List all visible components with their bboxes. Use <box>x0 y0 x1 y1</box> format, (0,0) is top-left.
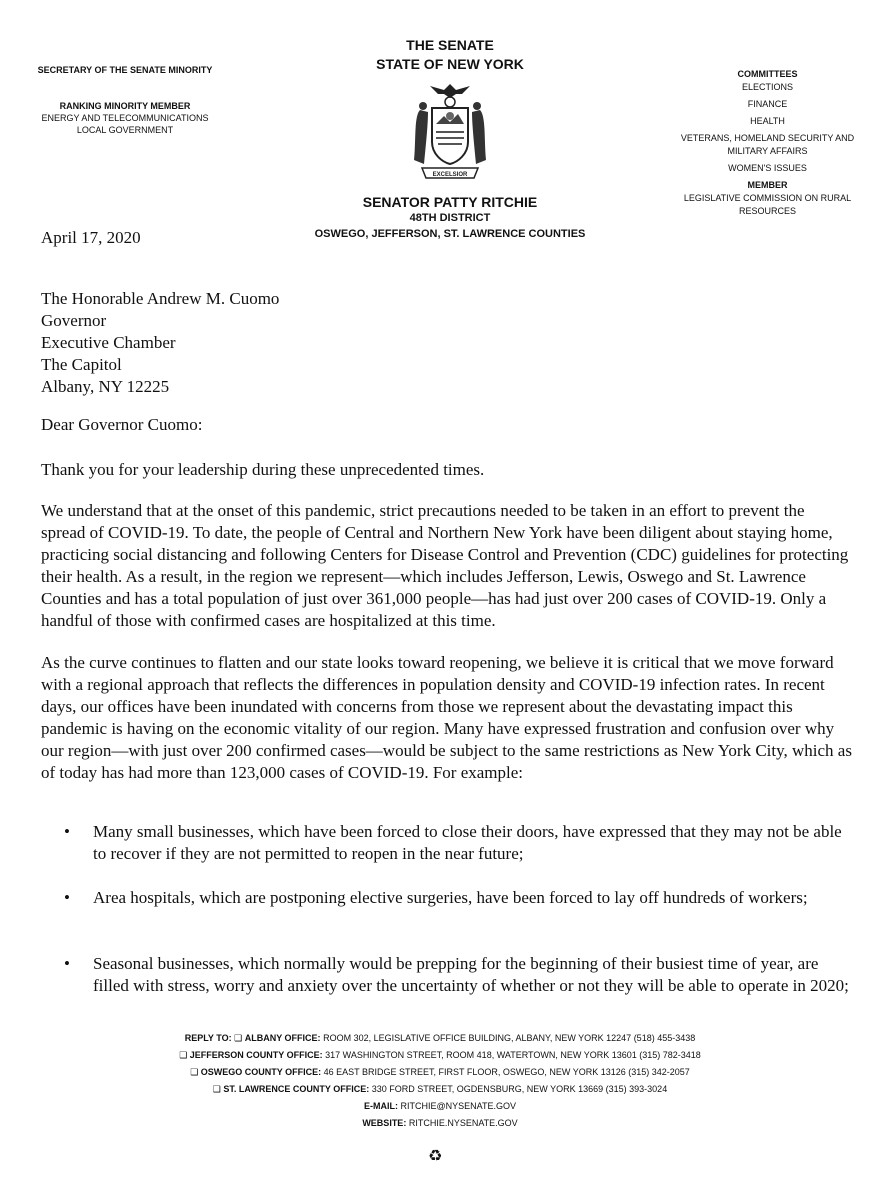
seal-motto: EXCELSIOR <box>432 172 468 178</box>
checkbox-icon: ❑ <box>234 1033 243 1043</box>
ranking-line: LOCAL GOVERNMENT <box>76 125 174 135</box>
office-line-oswego <box>90 1064 790 1081</box>
list-item <box>64 953 854 997</box>
left-header <box>0 64 250 136</box>
committee-item: MILITARY AFFAIRS <box>727 146 808 156</box>
new-york-seal-icon <box>400 80 500 190</box>
office-address: 330 FORD STREET, OGDENSBURG, NEW YORK 13669 (315) 393-3024 <box>371 1084 668 1094</box>
center-header <box>300 36 600 242</box>
ranking-member-title: RANKING MINORITY MEMBER <box>59 101 191 111</box>
bullet-icon: • <box>64 822 70 841</box>
checkbox-icon: ❑ <box>179 1050 188 1060</box>
ranking-line: ENERGY AND TELECOMMUNICATIONS <box>41 113 209 123</box>
bullet-text: Seasonal businesses, which normally would be prepping for the beginning of their busiest time of year, are filled with stress, worry and anxiety over the uncertainty of whether or not they will be able to operate in 2020; <box>93 954 849 995</box>
senator-name: SENATOR PATTY RITCHIE <box>362 194 538 210</box>
paragraph: As the curve continues to flatten and our state looks toward reopening, we believe it is critical that we move forward with a regional approach that reflects the differences in population density and COVID-19 infection rates. In recent days, our offices have been inundated with concerns from those we represent about the devastating impact this pandemic is having on the economic vitality of our region. Many have expressed frustration and confusion over why our region—with just over 200 confirmed cases—would be subject to the same restrictions as New York City, which as of today has had more than 123,000 cases of COVID-19. For example: <box>41 653 852 782</box>
member-title: MEMBER <box>747 180 788 190</box>
email-line <box>90 1098 790 1115</box>
bullet-icon: • <box>64 954 70 973</box>
salutation: Dear Governor Cuomo: <box>41 415 203 434</box>
recycle-icon: ♻ <box>428 1148 443 1165</box>
office-line-albany <box>90 1030 790 1047</box>
address-line: The Capitol <box>41 355 122 374</box>
office-address: ROOM 302, LEGISLATIVE OFFICE BUILDING, ALBANY, NEW YORK 12247 (518) 455-3438 <box>323 1033 696 1043</box>
right-header <box>660 68 875 218</box>
office-address: 46 EAST BRIDGE STREET, FIRST FLOOR, OSWEGO, NEW YORK 13126 (315) 342-2057 <box>323 1067 690 1077</box>
office-line-jefferson <box>90 1047 790 1064</box>
email-label: E-MAIL: <box>364 1101 398 1111</box>
committees-title: COMMITTEES <box>737 69 798 79</box>
letter-date: April 17, 2020 <box>41 228 141 247</box>
recipient-address <box>41 288 279 398</box>
committee-item: FINANCE <box>747 99 788 109</box>
website-label: WEBSITE: <box>362 1118 407 1128</box>
office-label: ST. LAWRENCE COUNTY OFFICE: <box>223 1084 370 1094</box>
member-line: RESOURCES <box>738 206 796 216</box>
address-line: Albany, NY 12225 <box>41 377 170 396</box>
footer <box>90 1030 790 1132</box>
list-item <box>64 887 854 909</box>
paragraph: We understand that at the onset of this pandemic, strict precautions needed to be taken in an effort to prevent the spread of COVID-19. To date, the people of Central and Northern New York have been diligent about staying home, practicing social distancing and following Centers for Disease Control and Prevention (CDC) guidelines for protecting their health. As a result, in the region we represent—which includes Jefferson, Lewis, Oswego and St. Lawrence Counties and has a total population of just over 361,000 people—has had just over 200 cases of COVID-19. Only a handful of those with confirmed cases are hospitalized at this time. <box>41 501 849 630</box>
address-line: Governor <box>41 311 107 330</box>
address-line: Executive Chamber <box>41 333 176 352</box>
committee-item: ELECTIONS <box>741 82 793 92</box>
district: 48TH DISTRICT <box>409 212 491 224</box>
office-label: ALBANY OFFICE: <box>244 1033 321 1043</box>
senate-title: THE SENATE <box>406 37 494 53</box>
office-line-st-lawrence <box>90 1081 790 1098</box>
committee-item: VETERANS, HOMELAND SECURITY AND <box>680 133 855 143</box>
list-item <box>64 821 854 865</box>
committee-item: WOMEN'S ISSUES <box>728 163 807 173</box>
address-line: The Honorable Andrew M. Cuomo <box>41 289 280 308</box>
website-line <box>90 1115 790 1132</box>
minority-secretary-title: SECRETARY OF THE SENATE MINORITY <box>37 65 213 75</box>
reply-to-label: REPLY TO: <box>184 1033 232 1043</box>
checkbox-icon: ❑ <box>212 1084 221 1094</box>
counties: OSWEGO, JEFFERSON, ST. LAWRENCE COUNTIES <box>314 228 586 240</box>
paragraph: Thank you for your leadership during these unprecedented times. <box>41 460 485 479</box>
checkbox-icon: ❑ <box>190 1067 199 1077</box>
bullet-text: Many small businesses, which have been forced to close their doors, have expressed that they may not be able to recover if they are not permitted to reopen in the near future; <box>93 822 842 863</box>
member-line: LEGISLATIVE COMMISSION ON RURAL <box>683 193 852 203</box>
email-link[interactable]: RITCHIE@NYSENATE.GOV <box>400 1101 516 1111</box>
bullet-icon: • <box>64 888 70 907</box>
committee-item: HEALTH <box>750 116 785 126</box>
website-link[interactable]: RITCHIE.NYSENATE.GOV <box>408 1118 518 1128</box>
office-label: OSWEGO COUNTY OFFICE: <box>200 1067 322 1077</box>
office-address: 317 WASHINGTON STREET, ROOM 418, WATERTOWN, NEW YORK 13601 (315) 782-3418 <box>325 1050 701 1060</box>
office-label: JEFFERSON COUNTY OFFICE: <box>189 1050 323 1060</box>
bullet-text: Area hospitals, which are postponing elective surgeries, have been forced to lay off hundreds of workers; <box>93 888 808 907</box>
state-title: STATE OF NEW YORK <box>376 56 524 72</box>
